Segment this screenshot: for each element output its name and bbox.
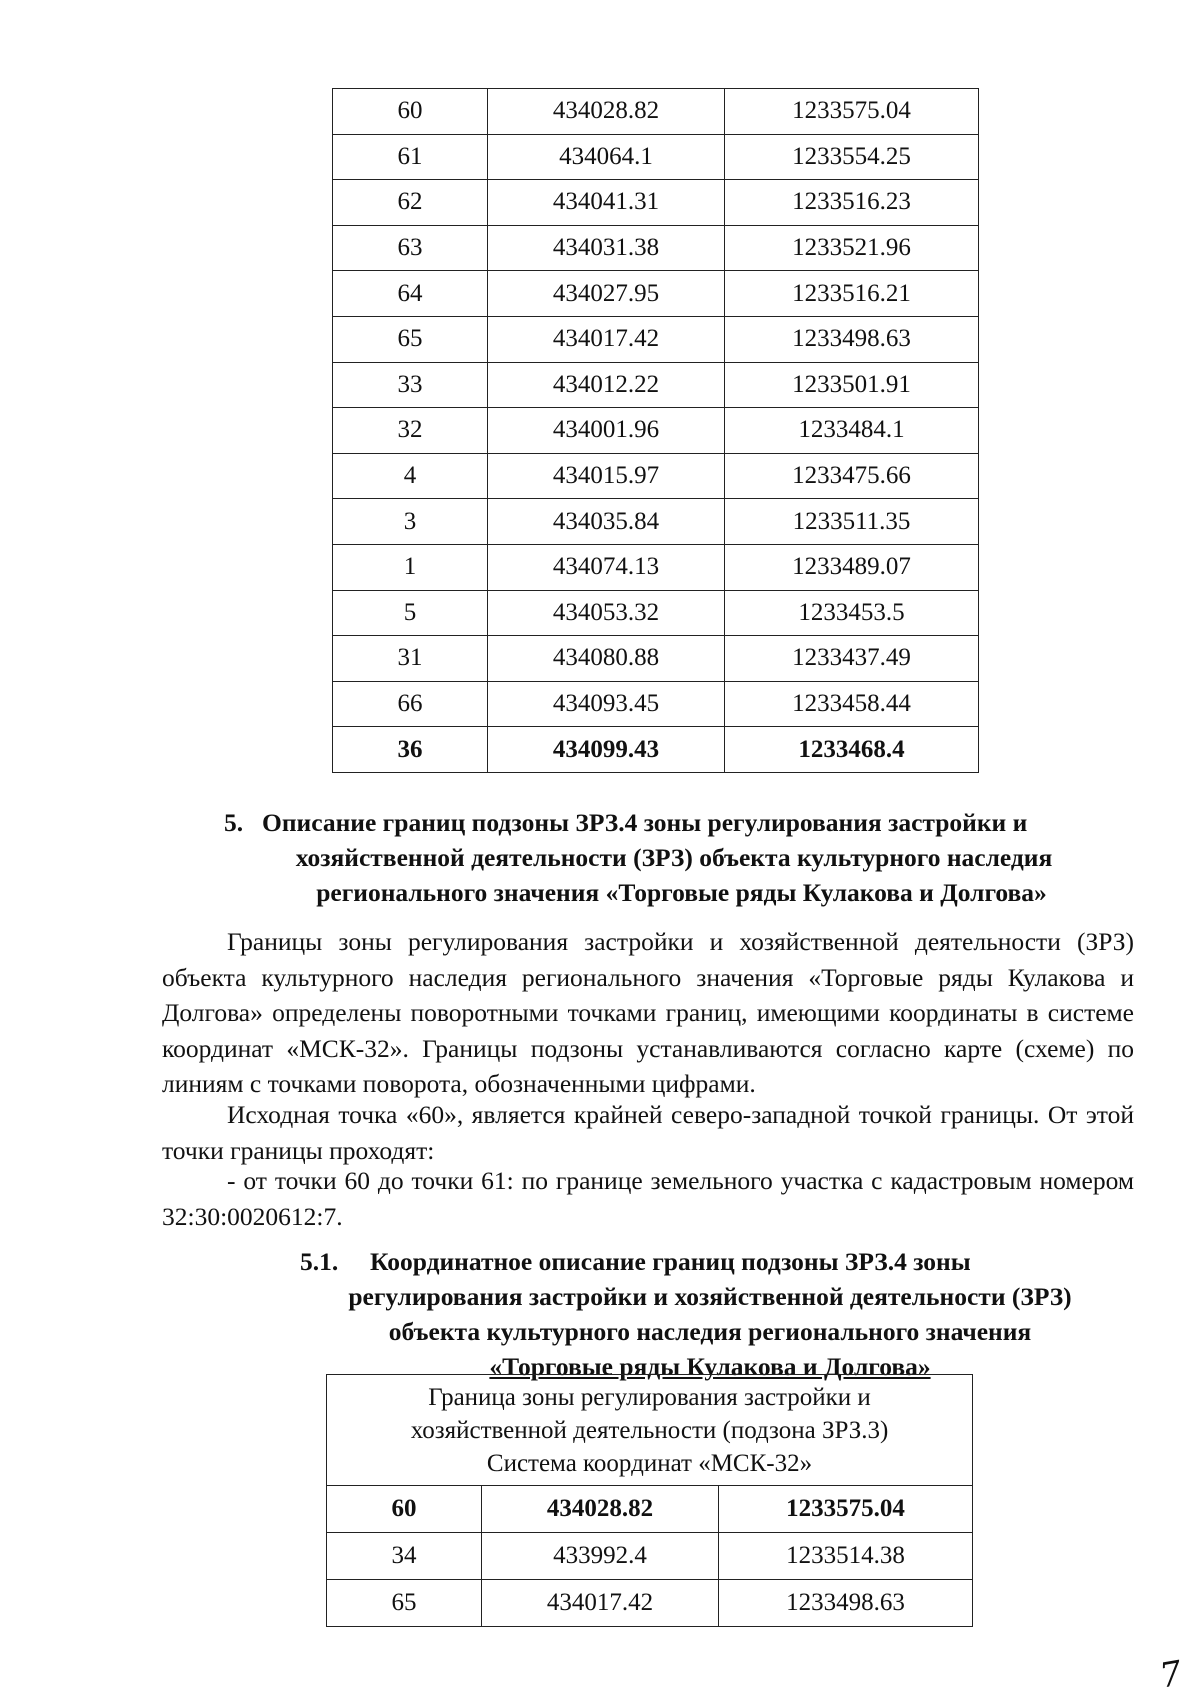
coord-x: 434035.84 <box>488 499 725 545</box>
coord-x: 434028.82 <box>488 89 725 135</box>
point-number: 34 <box>327 1533 482 1580</box>
coord-y: 1233498.63 <box>719 1580 973 1627</box>
coord-y: 1233484.1 <box>725 408 979 454</box>
point-number: 60 <box>333 89 488 135</box>
caption-line: Система координат «МСК-32» <box>486 1449 813 1477</box>
coord-y: 1233511.35 <box>725 499 979 545</box>
point-number: 31 <box>333 636 488 682</box>
coord-x: 434017.42 <box>482 1580 719 1627</box>
point-number: 1 <box>333 544 488 590</box>
paragraph-segment: - от точки 60 до точки 61: по границе земельного участка с кадастровым номером 32:30:0020612:7. <box>162 1166 1134 1231</box>
paragraph-boundaries: Границы зоны регулирования застройки и хозяйственной деятельности (ЗРЗ) объекта культурного наследия регионального значения «Торговые ряды Кулакова и Долгова» определены поворотными точками границ, имеющими координаты в системе координат «МСК-32». Границы подзоны устанавливаются согласно карте (схеме) по линиям с точками поворота, обозначенными цифрами. <box>162 927 1134 1098</box>
coord-y: 1233489.07 <box>725 544 979 590</box>
coordinates-table-1 <box>332 88 979 773</box>
coord-x: 434028.82 <box>482 1486 719 1533</box>
section-number: 5. <box>224 808 244 837</box>
coord-y: 1233575.04 <box>725 89 979 135</box>
point-number: 65 <box>333 316 488 362</box>
coord-y: 1233575.04 <box>719 1486 973 1533</box>
point-number: 3 <box>333 499 488 545</box>
coord-x: 434041.31 <box>488 180 725 226</box>
heading-line: «Торговые ряды Кулакова и Долгова» <box>489 1352 931 1381</box>
coord-y: 1233514.38 <box>719 1533 973 1580</box>
caption-line: хозяйственной деятельности (подзона ЗРЗ.3) <box>410 1416 889 1444</box>
coord-x: 434027.95 <box>488 271 725 317</box>
coord-x: 434099.43 <box>488 727 725 773</box>
point-number: 62 <box>333 180 488 226</box>
heading-line: регионального значения «Торговые ряды Кулакова и Долгова» <box>316 878 1047 907</box>
section-number: 5.1. <box>300 1247 339 1276</box>
coord-y: 1233516.21 <box>725 271 979 317</box>
heading-line: Описание границ подзоны ЗРЗ.4 зоны регулирования застройки и <box>262 808 1028 837</box>
table-row <box>327 1486 973 1533</box>
point-number: 65 <box>327 1580 482 1627</box>
table-row <box>333 225 979 271</box>
coord-y: 1233501.91 <box>725 362 979 408</box>
table-row <box>333 727 979 773</box>
table-row <box>327 1533 973 1580</box>
caption-line: Граница зоны регулирования застройки и <box>428 1383 871 1411</box>
heading-line: хозяйственной деятельности (ЗРЗ) объекта культурного наследия <box>295 843 1053 872</box>
point-number: 61 <box>333 134 488 180</box>
table-caption <box>327 1375 973 1486</box>
coord-x: 434064.1 <box>488 134 725 180</box>
heading-line: объекта культурного наследия регионального значения <box>388 1317 1032 1346</box>
table-row <box>333 453 979 499</box>
coord-y: 1233453.5 <box>725 590 979 636</box>
coord-y: 1233458.44 <box>725 681 979 727</box>
heading-line: регулирования застройки и хозяйственной деятельности (ЗРЗ) <box>348 1282 1072 1311</box>
point-number: 66 <box>333 681 488 727</box>
coord-x: 434017.42 <box>488 316 725 362</box>
table-row <box>333 681 979 727</box>
coord-y: 1233468.4 <box>725 727 979 773</box>
point-number: 32 <box>333 408 488 454</box>
point-number: 64 <box>333 271 488 317</box>
point-number: 5 <box>333 590 488 636</box>
table-row <box>333 636 979 682</box>
table-row <box>333 590 979 636</box>
coord-y: 1233516.23 <box>725 180 979 226</box>
point-number: 36 <box>333 727 488 773</box>
coord-y: 1233475.66 <box>725 453 979 499</box>
coord-y: 1233554.25 <box>725 134 979 180</box>
heading-line: Координатное описание границ подзоны ЗРЗ.4 зоны <box>370 1247 971 1276</box>
coord-x: 434012.22 <box>488 362 725 408</box>
coord-x: 434053.32 <box>488 590 725 636</box>
table-row <box>333 180 979 226</box>
coord-x: 434074.13 <box>488 544 725 590</box>
table-row <box>327 1580 973 1627</box>
table-header-row <box>327 1375 973 1486</box>
handwritten-page-number: 7 <box>1156 1653 1185 1697</box>
coordinates-table-2 <box>326 1374 973 1627</box>
table-row <box>333 408 979 454</box>
coord-y: 1233521.96 <box>725 225 979 271</box>
coord-y: 1233437.49 <box>725 636 979 682</box>
table-row <box>333 271 979 317</box>
point-number: 63 <box>333 225 488 271</box>
paragraph-starting-point: Исходная точка «60», является крайней северо-западной точкой границы. От этой точки границы проходят: <box>162 1100 1134 1165</box>
coord-x: 434093.45 <box>488 681 725 727</box>
table-row <box>333 134 979 180</box>
table-row <box>333 316 979 362</box>
coord-y: 1233498.63 <box>725 316 979 362</box>
point-number: 60 <box>327 1486 482 1533</box>
table-row <box>333 499 979 545</box>
coord-x: 434080.88 <box>488 636 725 682</box>
table-row <box>333 544 979 590</box>
coord-x: 434015.97 <box>488 453 725 499</box>
coord-x: 434031.38 <box>488 225 725 271</box>
coord-x: 433992.4 <box>482 1533 719 1580</box>
table-row <box>333 89 979 135</box>
point-number: 33 <box>333 362 488 408</box>
point-number: 4 <box>333 453 488 499</box>
coord-x: 434001.96 <box>488 408 725 454</box>
table-row <box>333 362 979 408</box>
